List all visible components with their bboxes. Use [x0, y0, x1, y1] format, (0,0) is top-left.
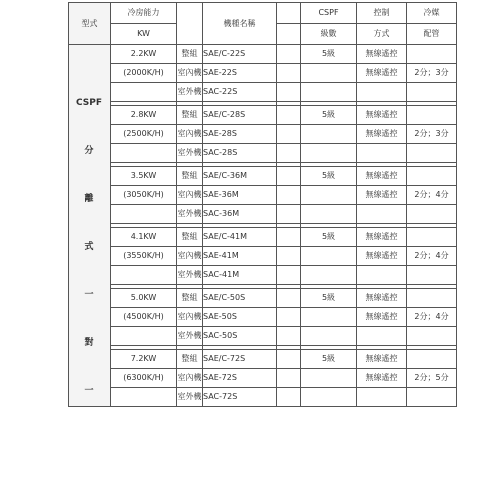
header-blank [277, 24, 301, 45]
pipe-blank [407, 388, 457, 407]
model-name: SAC-36M [203, 205, 277, 224]
control-method: 無線遙控 [357, 125, 407, 144]
table-row [69, 228, 457, 247]
header-capacity: 冷房能力 [111, 3, 177, 24]
control-blank [357, 327, 407, 346]
control-method: 無線遙控 [357, 186, 407, 205]
capacity-kcal: (6300K/H) [111, 369, 177, 388]
pipe-blank [407, 266, 457, 285]
model-name: SAE/C-36M [203, 167, 277, 186]
model-name: SAE/C-72S [203, 350, 277, 369]
header-cspf: CSPF [301, 3, 357, 24]
capacity-blank [111, 266, 177, 285]
type-label: CSPF [76, 98, 102, 108]
model-name: SAC-28S [203, 144, 277, 163]
header-model: 機種名稱 [203, 3, 277, 45]
refrigerant-pipe: 2分；4分 [407, 247, 457, 266]
capacity-kw: 2.8KW [111, 106, 177, 125]
blank-cell [277, 228, 301, 247]
control-blank [357, 144, 407, 163]
unit-label: 室內機 [177, 64, 203, 83]
blank-cell [277, 125, 301, 144]
table-row [69, 64, 457, 83]
capacity-kw: 3.5KW [111, 167, 177, 186]
grade-blank [301, 125, 357, 144]
blank-cell [277, 388, 301, 407]
table-row [69, 308, 457, 327]
model-name: SAE-28S [203, 125, 277, 144]
header-refrigerant-sub: 配管 [407, 24, 457, 45]
cspf-grade: 5級 [301, 228, 357, 247]
model-name: SAC-50S [203, 327, 277, 346]
unit-label: 室內機 [177, 308, 203, 327]
blank-cell [277, 144, 301, 163]
unit-label: 整組 [177, 106, 203, 125]
table-row [69, 83, 457, 102]
model-name: SAE/C-22S [203, 45, 277, 64]
header-blank [177, 3, 203, 45]
type-label: 對 [84, 338, 94, 348]
pipe-blank [407, 45, 457, 64]
unit-label: 整組 [177, 45, 203, 64]
control-method: 無線遙控 [357, 350, 407, 369]
unit-label: 室內機 [177, 125, 203, 144]
refrigerant-pipe: 2分；5分 [407, 369, 457, 388]
blank-cell [277, 266, 301, 285]
blank-cell [277, 205, 301, 224]
grade-blank [301, 186, 357, 205]
table-row [69, 167, 457, 186]
pipe-blank [407, 228, 457, 247]
capacity-kw: 2.2KW [111, 45, 177, 64]
unit-label: 整組 [177, 289, 203, 308]
table-row [69, 106, 457, 125]
capacity-kw: 5.0KW [111, 289, 177, 308]
capacity-blank [111, 205, 177, 224]
grade-blank [301, 369, 357, 388]
grade-blank [301, 327, 357, 346]
grade-blank [301, 205, 357, 224]
refrigerant-pipe: 2分；3分 [407, 64, 457, 83]
control-method: 無線遙控 [357, 308, 407, 327]
cspf-grade: 5級 [301, 289, 357, 308]
header-blank [277, 3, 301, 24]
unit-label: 整組 [177, 350, 203, 369]
cspf-grade: 5級 [301, 106, 357, 125]
header-capacity-unit: KW [111, 24, 177, 45]
header-control: 控制 [357, 3, 407, 24]
control-blank [357, 83, 407, 102]
capacity-kcal: (3050K/H) [111, 186, 177, 205]
blank-cell [277, 327, 301, 346]
table-row [69, 125, 457, 144]
model-name: SAE/C-50S [203, 289, 277, 308]
capacity-kcal: (2500K/H) [111, 125, 177, 144]
unit-label: 室內機 [177, 247, 203, 266]
type-label: 離 [84, 194, 94, 204]
cspf-grade: 5級 [301, 167, 357, 186]
blank-cell [277, 167, 301, 186]
unit-label: 室外機 [177, 266, 203, 285]
control-method: 無線遙控 [357, 45, 407, 64]
table-row [69, 144, 457, 163]
table-row [69, 205, 457, 224]
header-control-sub: 方式 [357, 24, 407, 45]
type-label: 一 [84, 290, 94, 300]
grade-blank [301, 247, 357, 266]
table-row [69, 266, 457, 285]
pipe-blank [407, 205, 457, 224]
pipe-blank [407, 350, 457, 369]
model-name: SAE/C-28S [203, 106, 277, 125]
header-type: 型式 [69, 3, 111, 45]
unit-label: 室外機 [177, 388, 203, 407]
model-name: SAE-36M [203, 186, 277, 205]
table-row [69, 369, 457, 388]
unit-label: 室外機 [177, 83, 203, 102]
table-row [69, 247, 457, 266]
refrigerant-pipe: 2分；4分 [407, 308, 457, 327]
table-row [69, 289, 457, 308]
type-label: 一 [84, 386, 94, 396]
header-cspf-sub: 級數 [301, 24, 357, 45]
cspf-grade: 5級 [301, 45, 357, 64]
blank-cell [277, 247, 301, 266]
grade-blank [301, 144, 357, 163]
header-refrigerant: 冷媒 [407, 3, 457, 24]
table-row [69, 388, 457, 407]
type-label: 式 [84, 242, 94, 252]
capacity-blank [111, 327, 177, 346]
capacity-kcal: (4500K/H) [111, 308, 177, 327]
control-method: 無線遙控 [357, 167, 407, 186]
unit-label: 室外機 [177, 327, 203, 346]
control-blank [357, 388, 407, 407]
type-column [69, 45, 111, 407]
model-name: SAC-72S [203, 388, 277, 407]
control-blank [357, 205, 407, 224]
grade-blank [301, 83, 357, 102]
model-name: SAC-41M [203, 266, 277, 285]
unit-label: 室外機 [177, 205, 203, 224]
control-method: 無線遙控 [357, 289, 407, 308]
model-name: SAC-22S [203, 83, 277, 102]
unit-label: 整組 [177, 167, 203, 186]
capacity-kw: 7.2KW [111, 350, 177, 369]
unit-label: 室內機 [177, 369, 203, 388]
pipe-blank [407, 83, 457, 102]
model-name: SAE/C-41M [203, 228, 277, 247]
blank-cell [277, 83, 301, 102]
pipe-blank [407, 106, 457, 125]
control-method: 無線遙控 [357, 106, 407, 125]
grade-blank [301, 266, 357, 285]
model-name: SAE-22S [203, 64, 277, 83]
table-row [69, 45, 457, 64]
refrigerant-pipe: 2分；4分 [407, 186, 457, 205]
blank-cell [277, 369, 301, 388]
header-row [69, 3, 457, 24]
grade-blank [301, 388, 357, 407]
unit-label: 室外機 [177, 144, 203, 163]
capacity-blank [111, 144, 177, 163]
blank-cell [277, 350, 301, 369]
model-name: SAE-41M [203, 247, 277, 266]
pipe-blank [407, 144, 457, 163]
capacity-blank [111, 388, 177, 407]
model-name: SAE-50S [203, 308, 277, 327]
table-row [69, 186, 457, 205]
unit-label: 整組 [177, 228, 203, 247]
control-method: 無線遙控 [357, 247, 407, 266]
pipe-blank [407, 327, 457, 346]
spec-table [68, 2, 457, 407]
control-blank [357, 266, 407, 285]
spec-table-body [69, 3, 457, 407]
pipe-blank [407, 167, 457, 186]
control-method: 無線遙控 [357, 369, 407, 388]
capacity-kw: 4.1KW [111, 228, 177, 247]
capacity-kcal: (3550K/H) [111, 247, 177, 266]
type-label: 分 [84, 146, 94, 156]
cspf-grade: 5級 [301, 350, 357, 369]
control-method: 無線遙控 [357, 64, 407, 83]
table-row [69, 327, 457, 346]
grade-blank [301, 64, 357, 83]
blank-cell [277, 308, 301, 327]
model-name: SAE-72S [203, 369, 277, 388]
control-method: 無線遙控 [357, 228, 407, 247]
capacity-kcal: (2000K/H) [111, 64, 177, 83]
blank-cell [277, 186, 301, 205]
refrigerant-pipe: 2分；3分 [407, 125, 457, 144]
blank-cell [277, 106, 301, 125]
grade-blank [301, 308, 357, 327]
pipe-blank [407, 289, 457, 308]
blank-cell [277, 45, 301, 64]
unit-label: 室內機 [177, 186, 203, 205]
capacity-blank [111, 83, 177, 102]
table-row [69, 350, 457, 369]
blank-cell [277, 64, 301, 83]
blank-cell [277, 289, 301, 308]
